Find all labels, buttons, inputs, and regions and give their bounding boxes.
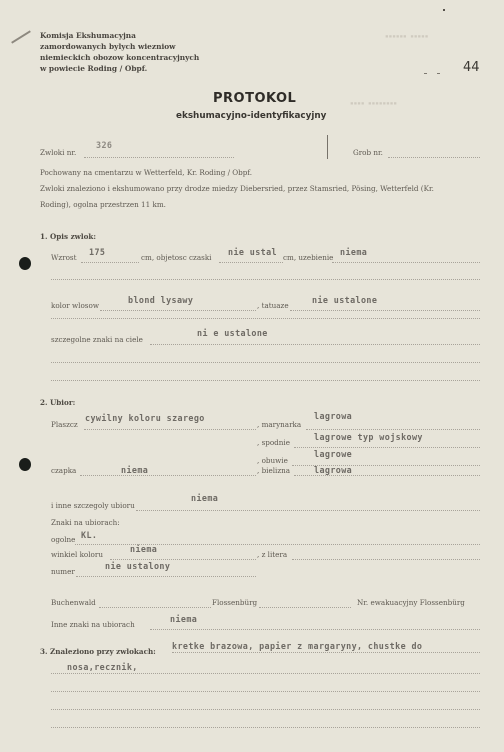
litera-label: , z litera xyxy=(257,550,288,559)
bielizna-label: , bielizna xyxy=(257,466,291,475)
bleed-through-mark: ▪▪▪▪▪▪ ▪▪▪▪▪ xyxy=(385,33,429,40)
obuwie-label: , obuwie xyxy=(257,456,288,465)
marynarka-label: , marynarka xyxy=(257,420,302,429)
punch-hole xyxy=(19,458,31,471)
zwloki-label: Zwloki nr. xyxy=(40,148,77,157)
znaki-cialo-label: szczegolne znaki na ciele xyxy=(51,335,143,344)
znaleziono-przy-heading: 3. Znaleziono przy zwlokach: xyxy=(40,647,156,656)
znaleziono-text-2: Roding), ogolna przestrzen 11 km. xyxy=(40,200,166,209)
ubior-heading: 2. Ubior: xyxy=(40,398,76,407)
inne-znaki-value: niema xyxy=(170,614,198,624)
pen-stroke xyxy=(327,135,328,159)
inne-znaki-label: Inne znaki na ubiorach xyxy=(51,620,135,629)
cm2-label: cm, uzebienie xyxy=(283,253,334,262)
bielizna-value: lagrowa xyxy=(314,465,353,475)
dot-mark xyxy=(443,9,445,11)
numer-value: nie ustalony xyxy=(105,561,171,571)
ogolne-value: KL. xyxy=(81,530,98,540)
numer-label: numer xyxy=(51,567,75,576)
punch-hole xyxy=(19,257,31,270)
czapka-label: czapka xyxy=(51,466,77,475)
wzrost-label: Wzrost xyxy=(51,253,77,262)
pen-mark xyxy=(11,30,31,43)
dash-mark xyxy=(424,73,427,74)
znaki-ubior-label: Znaki na ubiorach: xyxy=(51,518,120,527)
wzrost-value: 175 xyxy=(89,247,106,257)
plaszcz-label: Plaszcz xyxy=(51,420,78,429)
spodnie-label: , spodnie xyxy=(257,438,290,447)
kolor-value: blond lysawy xyxy=(128,295,194,305)
kolor-label: kolor wlosow xyxy=(51,301,99,310)
winkiel-label: winkiel koloru xyxy=(51,550,103,559)
inne-szczegoly-value: niema xyxy=(191,493,219,503)
pochowany-text: Pochowany na cmentarzu w Wetterfeld, Kr. Roding / Obpf. xyxy=(40,168,253,177)
header-line-3: niemieckich obozow koncentracyjnych xyxy=(40,53,200,62)
inne-szczegoly-label: i inne szczegoly ubioru xyxy=(51,501,135,510)
flossenburg-label: Flossenbürg xyxy=(212,598,258,607)
page-number: 44 xyxy=(463,60,480,75)
znaleziono-przy-value-2: nosa,recznik, xyxy=(67,662,138,672)
nr-ewakuacyjny-label: Nr. ewakuacyjny Flossenbürg xyxy=(357,598,465,607)
cm-label: cm, objetosc czaski xyxy=(141,253,212,262)
opis-heading: 1. Opis zwlok: xyxy=(40,232,96,241)
plaszcz-value: cywilny koloru szarego xyxy=(85,413,205,423)
header-line-1: Komisja Ekshumacyjna xyxy=(40,31,136,40)
spodnie-value: lagrowe typ wojskowy xyxy=(314,432,423,442)
document-subtitle: ekshumacyjno-identyfikacyjny xyxy=(176,111,327,121)
marynarka-value: lagrowa xyxy=(314,411,353,421)
document-title: PROTOKOL xyxy=(213,91,297,106)
dash-mark xyxy=(437,73,440,74)
ogolne-label: ogolne xyxy=(51,535,76,544)
grob-label: Grob nr. xyxy=(353,148,383,157)
tatuaze-value: nie ustalone xyxy=(312,295,378,305)
header-line-4: w powiecie Roding / Obpf. xyxy=(40,64,148,73)
buchenwald-label: Buchenwald xyxy=(51,598,96,607)
znaleziono-text-1: Zwloki znaleziono i ekshumowano przy drodze miedzy Diebersried, przez Stamsried, Pösing, Wetterfeld (Kr. xyxy=(40,184,434,193)
header-line-2: zamordowanych bylych wiezniow xyxy=(40,42,176,51)
bleed-through-mark: ▪▪▪▪ ▪▪▪▪▪▪▪▪ xyxy=(350,100,397,107)
czaszka-value: nie ustal xyxy=(228,247,277,257)
obuwie-value: lagrowe xyxy=(314,449,353,459)
tatuaze-label: , tatuaze xyxy=(257,301,289,310)
zwloki-value: 326 xyxy=(96,140,113,150)
winkiel-value: niema xyxy=(130,544,158,554)
uzebienie-value: niema xyxy=(340,247,368,257)
czapka-value: niema xyxy=(121,465,149,475)
znaki-cialo-value: ni e ustalone xyxy=(197,328,268,338)
znaleziono-przy-value-1: kretke brazowa, papier z margaryny, chustke do xyxy=(172,641,423,651)
